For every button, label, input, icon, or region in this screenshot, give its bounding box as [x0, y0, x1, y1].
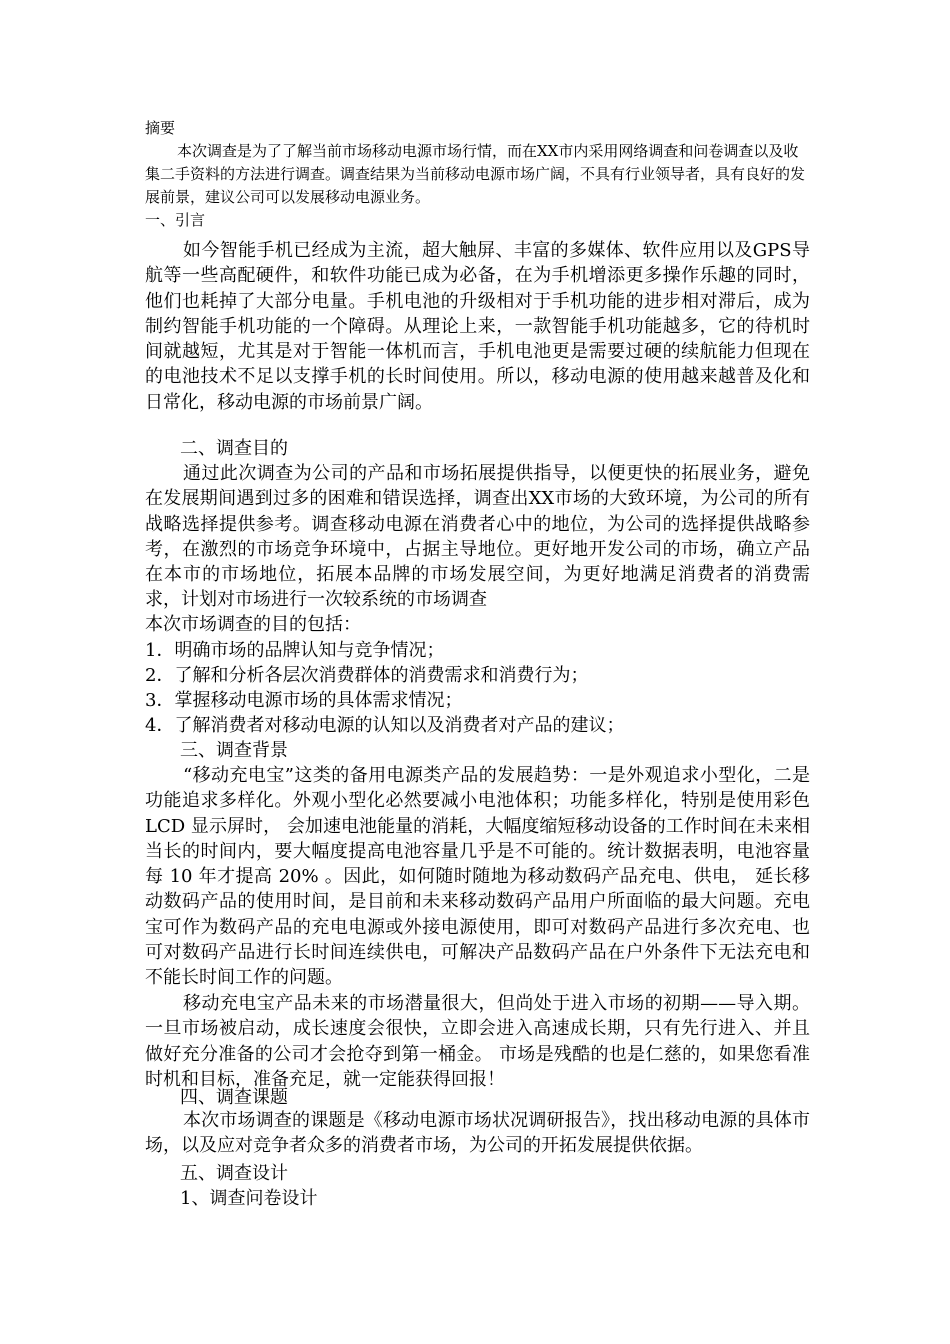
intro-paragraph: 如今智能手机已经成为主流，超大触屏、丰富的多媒体、软件应用以及GPS导航等一些高配硬件，和软件功能已成为必备，在为手机增添更多操作乐趣的同时，他们也耗掉了大部分电量。手机电池的升级相对于手机功能的进步相对滞后，成为制约智能手机功能的一个障碍。从理论上来，一款智能手机功能越多，它的待机时间就越短，尤其是对于智能一体机而言，手机电池更是需要过硬的续航能力但现在的电池技术不足以支撑手机的长时间使用。所以，移动电源的使用越来越普及化和日常化，移动电源的市场前景广阔。 [145, 240, 810, 413]
purpose-list-item: 1．明确市场的品牌认知与竞争情况； [145, 640, 445, 661]
purpose-heading: 二、调查目的 [180, 438, 288, 459]
purpose-list-item: 2．了解和分析各层次消费群体的消费需求和消费行为； [145, 665, 589, 686]
intro-heading: 一、引言 [145, 211, 206, 229]
abstract-paragraph: 本次调查是为了了解当前市场移动电源市场行情，而在XX市内采用网络调查和问卷调查以及收集二手资料的方法进行调查。调查结果为当前移动电源市场广阔，不具有行业领导者，具有良好的发展前景，建议公司可以发展移动电源业务。 [145, 142, 806, 206]
topic-heading: 四、调查课题 [180, 1087, 288, 1108]
purpose-list-intro: 本次市场调查的目的包括： [145, 614, 361, 635]
background-heading: 三、调查背景 [180, 740, 288, 761]
abstract-heading: 摘要 [145, 119, 176, 137]
purpose-list-item: 3．掌握移动电源市场的具体需求情况； [145, 690, 463, 711]
purpose-list-item: 4．了解消费者对移动电源的认知以及消费者对产品的建议； [145, 715, 625, 736]
background-paragraph-1: “移动充电宝”这类的备用电源类产品的发展趋势：一是外观追求小型化，二是功能追求多样化。外观小型化必然要减小电池体积；功能多样化，特别是使用彩色 LCD 显示屏时， 会加速电池能量的消耗，大幅度缩短移动设备的工作时间在未来相当长的时间内，要大幅度提高电池容量几乎是不可能的。统计数据表明，电池容量每 10 年才提高 20% 。因此，如何随时随地为移动数码产品充电、供电， 延长移动数码产品的使用时间，是目前和未来移动数码产品用户所面临的最大问题。充电宝可作为数码产品的充电电源或外接电源使用，即可对数码产品进行多次充电、也可对数码产品进行长时间连续供电，可解决产品数码产品在户外条件下无法充电和不能长时间工作的问题。 [145, 765, 810, 989]
background-paragraph-2: 移动充电宝产品未来的市场潜量很大，但尚处于进入市场的初期——导入期。一旦市场被启动，成长速度会很快，立即会进入高速成长期，只有先行进入、并且做好充分准备的公司才会抢夺到第一桶金。 市场是残酷的也是仁慈的，如果您看准时机和目标，准备充足，就一定能获得回报！ [145, 993, 810, 1090]
design-heading: 五、调查设计 [180, 1163, 288, 1184]
purpose-paragraph: 通过此次调查为公司的产品和市场拓展提供指导，以便更快的拓展业务，避免在发展期间遇到过多的困难和错误选择，调查出XX市场的大致环境，为公司的所有战略选择提供参考。调查移动电源在消费者心中的地位，为公司的选择提供战略参考，在激烈的市场竞争环境中，占据主导地位。更好地开发公司的市场，确立产品在本市的市场地位，拓展本品牌的市场发展空间，为更好地满足消费者的消费需求，计划对市场进行一次较系统的市场调查 [145, 463, 810, 611]
design-subheading: 1、调查问卷设计 [180, 1188, 318, 1209]
topic-paragraph: 本次市场调查的课题是《移动电源市场状况调研报告》，找出移动电源的具体市场，以及应对竞争者众多的消费者市场，为公司的开拓发展提供依据。 [145, 1110, 810, 1157]
